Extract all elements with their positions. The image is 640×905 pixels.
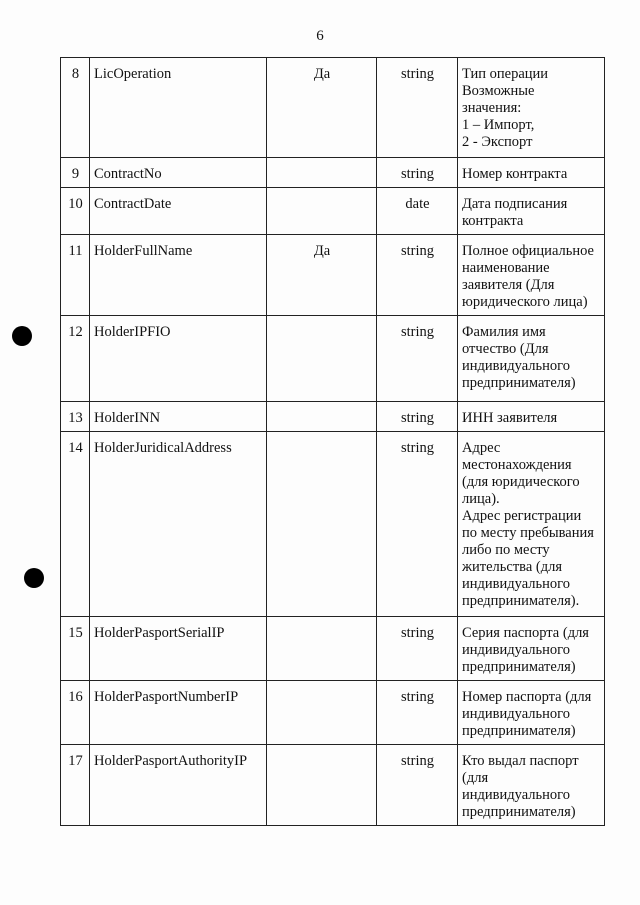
table-row bbox=[61, 316, 605, 402]
field-type: string bbox=[377, 235, 458, 316]
punch-hole-mark bbox=[12, 326, 32, 346]
field-name: HolderPasportAuthorityIP bbox=[90, 745, 267, 826]
required-flag bbox=[267, 432, 377, 617]
table-row bbox=[61, 235, 605, 316]
row-number: 8 bbox=[61, 58, 90, 158]
field-name: HolderFullName bbox=[90, 235, 267, 316]
punch-hole-mark bbox=[24, 568, 44, 588]
field-description: Тип операции Возможные значения: 1 – Импорт, 2 - Экспорт bbox=[462, 66, 549, 150]
field-type: string bbox=[377, 58, 458, 158]
row-number: 14 bbox=[61, 432, 90, 617]
field-name: LicOperation bbox=[90, 58, 267, 158]
field-description: Адрес местонахождения (для юридического лица). Адрес регистрации по месту пребывания либо по месту жительства (для индивидуального предпринимателя). bbox=[462, 440, 594, 609]
field-type: string bbox=[377, 158, 458, 188]
field-name: ContractNo bbox=[90, 158, 267, 188]
field-name: HolderJuridicalAddress bbox=[90, 432, 267, 617]
required-flag bbox=[267, 402, 377, 432]
field-type: string bbox=[377, 745, 458, 826]
field-type: string bbox=[377, 617, 458, 681]
table-row bbox=[61, 402, 605, 432]
required-flag bbox=[267, 617, 377, 681]
row-number: 11 bbox=[61, 235, 90, 316]
row-number: 16 bbox=[61, 681, 90, 745]
table-row bbox=[61, 188, 605, 235]
field-description: Номер контракта bbox=[462, 166, 568, 182]
field-description: Серия паспорта (для индивидуального предпринимателя) bbox=[462, 625, 589, 675]
required-flag bbox=[267, 745, 377, 826]
row-number: 10 bbox=[61, 188, 90, 235]
field-type: date bbox=[377, 188, 458, 235]
field-name: HolderIPFIO bbox=[90, 316, 267, 402]
field-type: string bbox=[377, 432, 458, 617]
field-type: string bbox=[377, 402, 458, 432]
table-row bbox=[61, 58, 605, 158]
table-row bbox=[61, 681, 605, 745]
row-number: 12 bbox=[61, 316, 90, 402]
field-name: HolderPasportNumberIP bbox=[90, 681, 267, 745]
required-flag bbox=[267, 188, 377, 235]
table-row bbox=[61, 432, 605, 617]
fields-table bbox=[60, 57, 605, 826]
required-flag: Да bbox=[267, 235, 377, 316]
field-name: ContractDate bbox=[90, 188, 267, 235]
field-description: Фамилия имя отчество (Для индивидуального предпринимателя) bbox=[462, 324, 576, 391]
row-number: 15 bbox=[61, 617, 90, 681]
table-row bbox=[61, 745, 605, 826]
row-number: 9 bbox=[61, 158, 90, 188]
required-flag bbox=[267, 316, 377, 402]
field-type: string bbox=[377, 681, 458, 745]
field-description: Дата подписания контракта bbox=[462, 196, 568, 229]
field-type: string bbox=[377, 316, 458, 402]
required-flag: Да bbox=[267, 58, 377, 158]
field-description: ИНН заявителя bbox=[462, 410, 558, 426]
row-number: 13 bbox=[61, 402, 90, 432]
field-description: Полное официальное наименование заявителя (Для юридического лица) bbox=[462, 243, 594, 310]
row-number: 17 bbox=[61, 745, 90, 826]
table-row bbox=[61, 158, 605, 188]
field-name: HolderINN bbox=[90, 402, 267, 432]
required-flag bbox=[267, 681, 377, 745]
field-description: Кто выдал паспорт (для индивидуального предпринимателя) bbox=[462, 753, 579, 820]
field-name: HolderPasportSerialIP bbox=[90, 617, 267, 681]
field-description: Номер паспорта (для индивидуального предпринимателя) bbox=[462, 689, 592, 739]
page-number: 6 bbox=[316, 28, 324, 44]
required-flag bbox=[267, 158, 377, 188]
table-row bbox=[61, 617, 605, 681]
